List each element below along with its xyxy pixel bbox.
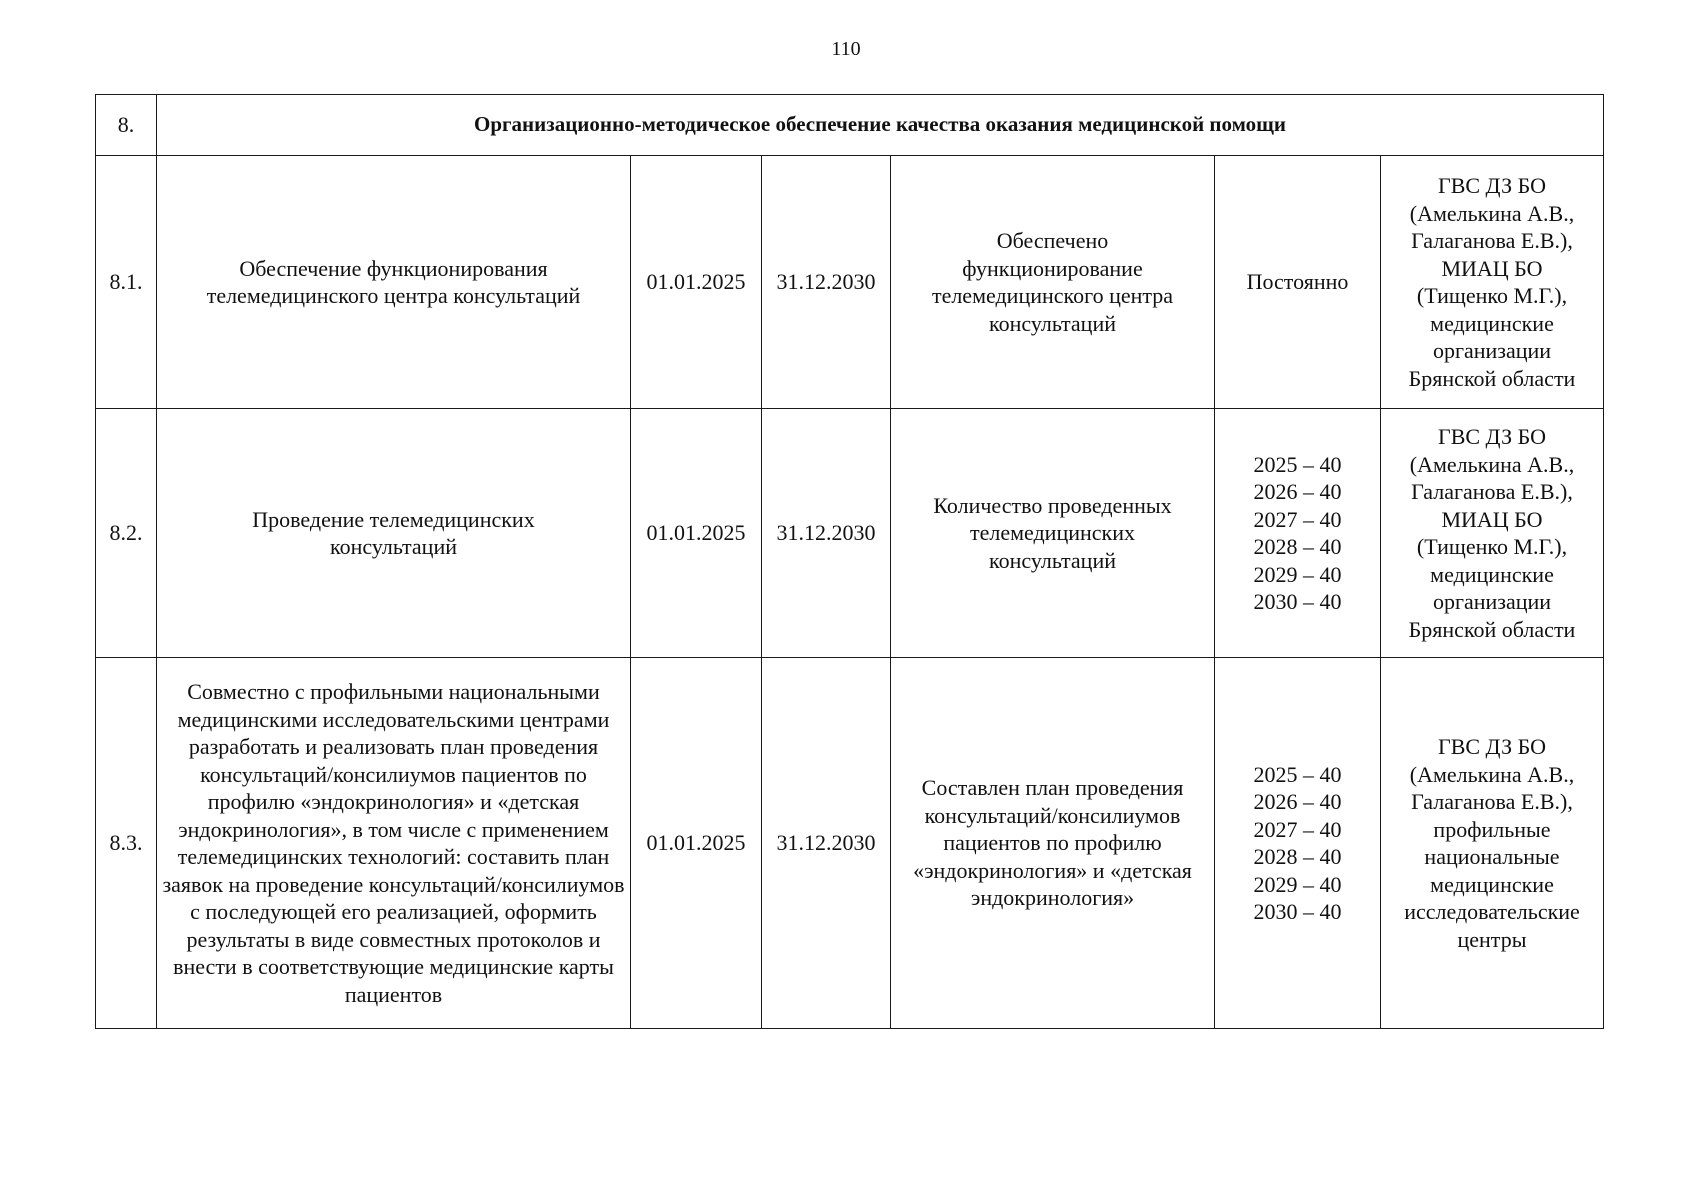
responsible-line: профильные [1433, 816, 1551, 842]
end-date: 31.12.2030 [762, 658, 891, 1029]
responsible-line: медицинские [1430, 871, 1554, 897]
row-number: 8.2. [96, 409, 157, 658]
activity-name: Проведение телемедицинских консультаций [157, 409, 631, 658]
table-row [96, 658, 1604, 1029]
responsible-line: Галаганова Е.В.), [1411, 228, 1573, 253]
end-date: 31.12.2030 [762, 156, 891, 409]
expected-result: Обеспечено функционирование телемедицинского центра консультаций [891, 156, 1215, 409]
responsible-line: (Амелькина А.В., [1409, 200, 1575, 226]
responsible-line: ГВС ДЗ БО [1437, 173, 1546, 198]
start-date: 01.01.2025 [631, 658, 762, 1029]
indicator-line: 2029 – 40 [1253, 871, 1342, 897]
end-date: 31.12.2030 [762, 409, 891, 658]
indicator-line: 2026 – 40 [1253, 789, 1342, 814]
responsible-line: Галаганова Е.В.), [1411, 479, 1573, 504]
responsible-line: (Амелькина А.В., [1409, 451, 1575, 477]
indicator-line: 2030 – 40 [1253, 899, 1342, 924]
indicator-line: 2028 – 40 [1253, 844, 1342, 869]
responsible-executors [1381, 658, 1604, 1029]
indicator-line: 2027 – 40 [1253, 816, 1342, 842]
responsible-line: Брянской области [1408, 616, 1576, 642]
activity-plan-table [95, 94, 1604, 1029]
indicator-line: 2029 – 40 [1253, 561, 1342, 587]
responsible-line: МИАЦ БО [1441, 255, 1543, 281]
start-date: 01.01.2025 [631, 156, 762, 409]
indicator-values [1215, 156, 1381, 409]
indicator-line: 2025 – 40 [1253, 451, 1342, 477]
responsible-executors [1381, 156, 1604, 409]
responsible-line: Брянской области [1408, 365, 1576, 391]
responsible-line: (Амелькина А.В., [1409, 761, 1575, 787]
row-number: 8.3. [96, 658, 157, 1029]
activity-name: Обеспечение функционирования телемедицинского центра консультаций [157, 156, 631, 409]
table-row [96, 409, 1604, 658]
responsible-line: ГВС ДЗ БО [1437, 734, 1546, 759]
page-number: 110 [831, 38, 861, 60]
responsible-executors [1381, 409, 1604, 658]
expected-result: Составлен план проведения консультаций/консилиумов пациентов по профилю «эндокринология» и «детская эндокринология» [891, 658, 1215, 1029]
responsible-line: национальные [1424, 844, 1560, 869]
responsible-line: центры [1457, 926, 1527, 952]
section-row [96, 95, 1604, 156]
indicator-values [1215, 409, 1381, 658]
indicator-line: Постоянно [1246, 269, 1349, 295]
responsible-line: (Тищенко М.Г.), [1416, 534, 1568, 559]
section-number: 8. [96, 95, 157, 156]
responsible-line: ГВС ДЗ БО [1437, 424, 1546, 449]
activity-name: Совместно с профильными национальными медицинскими исследовательскими центрами разработать и реализовать план проведения консультаций/консилиумов пациентов по профилю «эндокринология» и «детская эндокринология», в том числе с применением телемедицинских технологий: составить план заявок на проведение консультаций/консилиумов с последующей его реализацией, оформить результаты в виде совместных протоколов и внести в соответствующие медицинские карты пациентов [157, 658, 631, 1029]
expected-result: Количество проведенных телемедицинских консультаций [891, 409, 1215, 658]
indicator-line: 2030 – 40 [1253, 589, 1342, 614]
responsible-line: медицинские [1430, 310, 1554, 336]
indicator-line: 2027 – 40 [1253, 506, 1342, 532]
responsible-line: (Тищенко М.Г.), [1416, 283, 1568, 308]
indicator-line: 2026 – 40 [1253, 479, 1342, 504]
responsible-line: организации [1432, 589, 1552, 614]
responsible-line: МИАЦ БО [1441, 506, 1543, 532]
indicator-values [1215, 658, 1381, 1029]
responsible-line: организации [1432, 338, 1552, 363]
indicator-line: 2025 – 40 [1253, 761, 1342, 787]
section-title: Организационно-методическое обеспечение качества оказания медицинской помощи [157, 95, 1604, 156]
indicator-line: 2028 – 40 [1253, 534, 1342, 559]
responsible-line: исследовательские [1404, 899, 1580, 924]
row-number: 8.1. [96, 156, 157, 409]
start-date: 01.01.2025 [631, 409, 762, 658]
responsible-line: Галаганова Е.В.), [1411, 789, 1573, 814]
responsible-line: медицинские [1430, 561, 1554, 587]
table-row [96, 156, 1604, 409]
